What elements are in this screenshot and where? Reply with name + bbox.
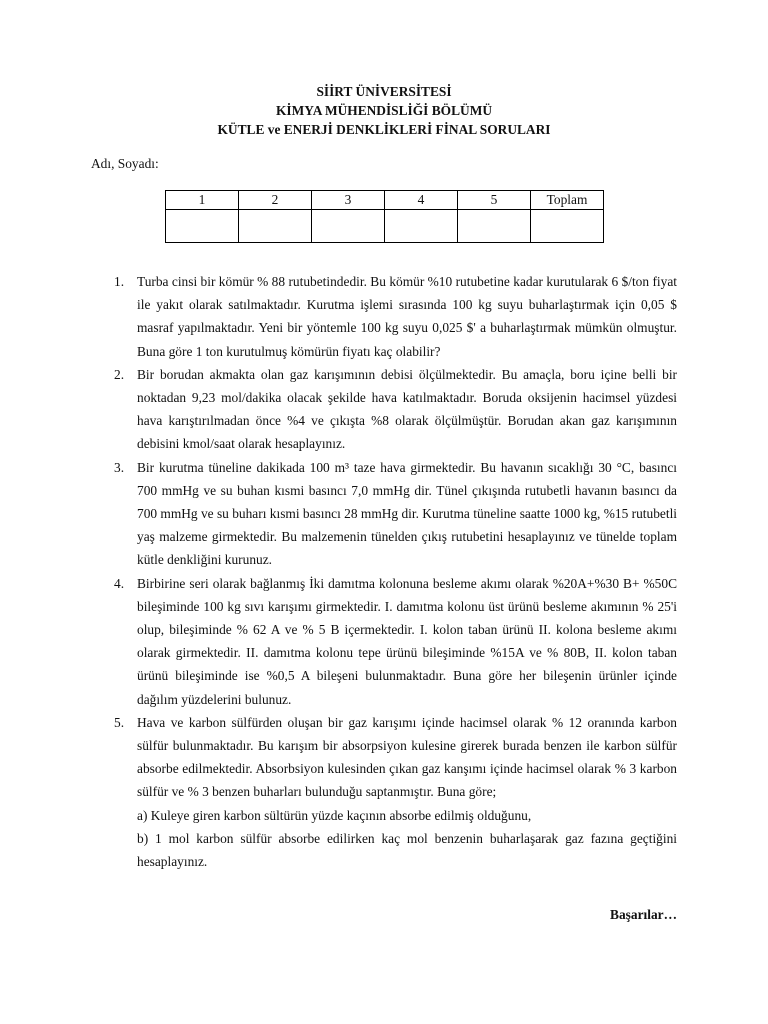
score-header-3: 3 — [312, 191, 385, 210]
university-name: SİİRT ÜNİVERSİTESİ — [316, 84, 452, 99]
score-header-4: 4 — [385, 191, 458, 210]
score-cell-5 — [458, 210, 531, 243]
score-cell-4 — [385, 210, 458, 243]
question-number: 3. — [114, 459, 125, 475]
question-text: Birbirine seri olarak bağlanmış İki damıtma kolonuna besleme akımı olarak %20A+%30 B+ %50C bileşiminde 100 kg sıvı karışımı girmektedir. I. damıtma kolonu üst ürünü besleme akımının % 25'i olup, bileşiminde % 62 A ve % 5 B içermektedir. I. kolon taban ürünü II. kolona besleme akımı olarak girmektedir. II. damıtma kolonu tepe ürünü bileşiminde %15A ve % 80B, II. kolon taban ürünü bileşiminde ise %0,5 A bileşeni bulunmaktadır. Buna göre her bileşenin ürünler içinde dağılım yüzdelerini bulunuz. — [137, 575, 677, 707]
question-text: Bir kurutma tüneline dakikada 100 m³ taze hava girmektedir. Bu havanın sıcaklığı 30 °C, basıncı 700 mmHg ve su buhan kısmi basıncı 7,0 mmHg dir. Tünel çıkışında rutubetli havanın basıncı da 700 mmHg ve su buharı kısmi basıncı 28 mmHg dir. Kurutma tüneline saatte 1000 kg, %15 rutubetli yaş malzeme girmektedir. Bu malzemenin tünelden çıkış rutubetini hesaplayınız ve tünelde toplam kütle denkliğini kurunuz. — [137, 459, 678, 568]
score-header-5: 5 — [458, 191, 531, 210]
question-number: 5. — [114, 714, 125, 730]
score-header-2: 2 — [239, 191, 312, 210]
question-item — [91, 572, 677, 711]
score-table-value-row — [166, 210, 604, 243]
question-text: Turba cinsi bir kömür % 88 rutubetindedir. Bu kömür %10 rutubetine kadar kurutularak 6 $/ton fiyat ile yakıt olarak satılmaktadır. Kurutma işlemi sırasında 100 kg suyu buharlaştırmak için 0,05 $ masraf yapılmaktadır. Yeni bir yöntemle 100 kg suyu 0,025 $' a buharlaştırmak mümkün olmuştur. Buna göre 1 ton kurutulmuş kömürün fiyatı kaç olabilir? — [137, 274, 677, 359]
department-name: KİMYA MÜHENDİSLİĞİ BÖLÜMÜ — [275, 103, 492, 118]
score-cell-2 — [239, 210, 312, 243]
student-name-label: Adı, Soyadı: — [91, 156, 159, 171]
question-item — [91, 363, 677, 456]
score-header-total: Toplam — [531, 191, 604, 210]
signoff-text: Başarılar… — [610, 907, 677, 922]
question-item — [91, 270, 677, 363]
question-item — [91, 711, 677, 873]
question-subpart-a: a) Kuleye giren karbon sültürün yüzde kaçının absorbe edilmiş olduğunu, — [137, 807, 532, 823]
exam-title: KÜTLE ve ENERJİ DENKLİKLERİ FİNAL SORULARI — [217, 122, 551, 137]
question-number: 4. — [114, 575, 125, 591]
question-item — [91, 456, 677, 572]
exam-header — [0, 82, 768, 139]
question-subpart-b: b) 1 mol karbon sülfür absorbe edilirken kaç mol benzenin buharlaşarak gaz fazına geçtiğini hesaplayınız. — [137, 830, 677, 870]
question-list — [91, 270, 677, 873]
score-cell-total — [531, 210, 604, 243]
score-table — [165, 190, 604, 243]
question-text: Hava ve karbon sülfürden oluşan bir gaz karışımı içinde hacimsel olarak % 12 oranında karbon sülfür bulunmaktadır. Bu karışım bir absorpsiyon kulesine girerek burada benzen ile karbon sülfür absorbe edilmektedir. Absorbsiyon kulesinden çıkan gaz kanşımı içinde hacimsel olarak % 3 karbon sülfür ve % 3 benzen buharları bulunduğu saptanmıştır. Buna göre; — [137, 714, 677, 800]
score-header-1: 1 — [166, 191, 239, 210]
question-number: 1. — [114, 274, 125, 289]
score-cell-3 — [312, 210, 385, 243]
question-text: Bir borudan akmakta olan gaz karışımının debisi ölçülmektedir. Bu amaçla, boru içine belli bir noktadan 9,23 mol/dakika olacak şekilde hava katılmaktadır. Boruda oksijenin hacimsel yüzdesi hava karıştırılmadan önce %4 ve çıkışta %8 olarak ölçülmüştür. Borudan akan gaz karışımının debisini kmol/saat olarak hesaplayınız. — [137, 366, 677, 452]
score-cell-1 — [166, 210, 239, 243]
score-table-header-row — [166, 191, 604, 210]
question-number: 2. — [114, 366, 125, 382]
